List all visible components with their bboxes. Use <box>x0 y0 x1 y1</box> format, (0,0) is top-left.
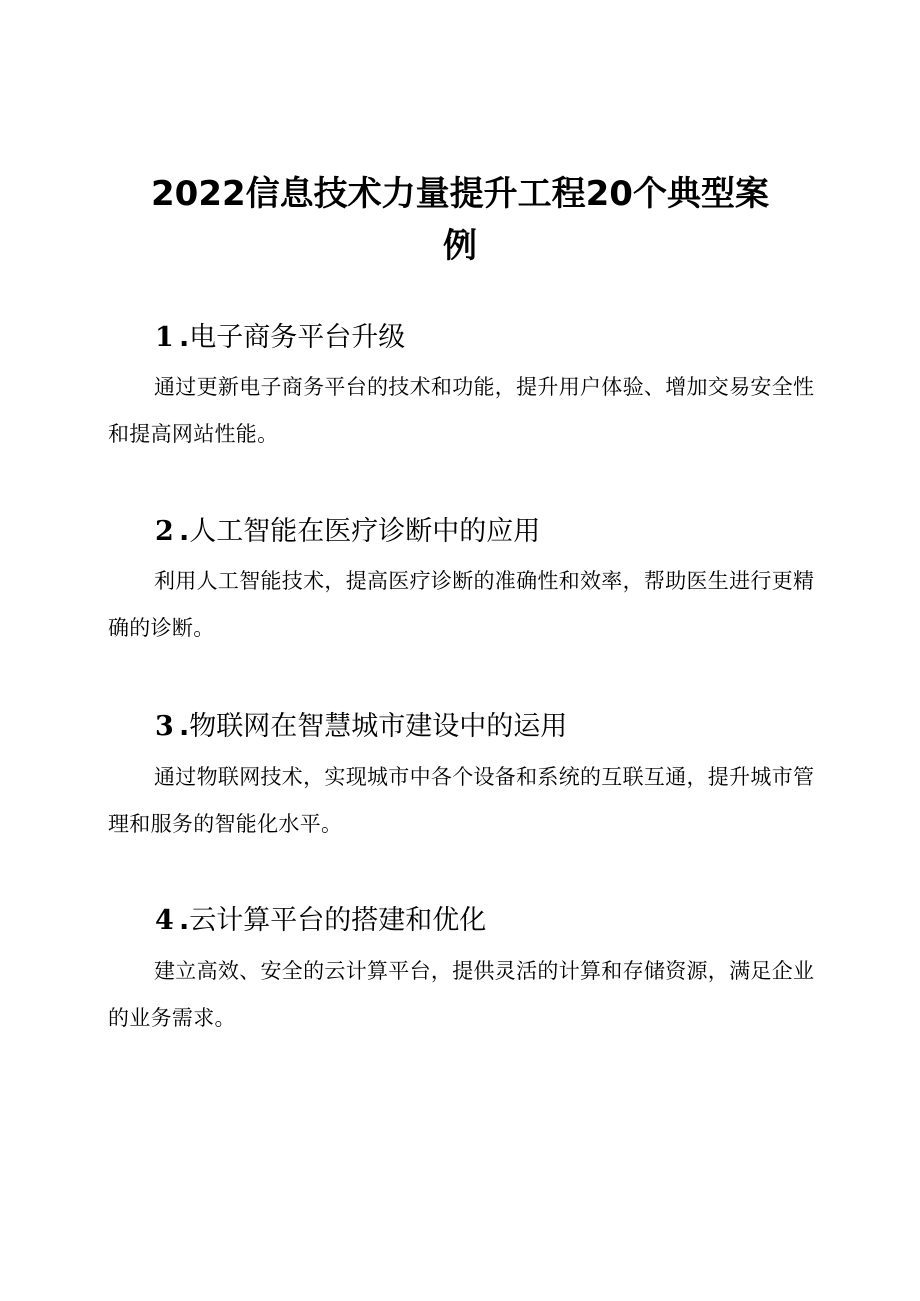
section-number: 3 <box>155 711 174 742</box>
section-number-dot: . <box>179 711 190 742</box>
section-heading <box>155 903 486 939</box>
section-heading <box>155 320 405 356</box>
section-number-dot: . <box>179 516 190 547</box>
section-paragraph: 通过物联网技术，实现城市中各个设备和系统的互联互通，提升城市管理和服务的智能化水平。 <box>108 765 815 836</box>
section-paragraph: 利用人工智能技术，提高医疗诊断的准确性和效率，帮助医生进行更精确的诊断。 <box>108 569 815 640</box>
section-heading <box>155 709 567 745</box>
section-number: 1 <box>155 322 174 353</box>
section-number: 4 <box>155 905 174 936</box>
section-paragraph: 建立高效、安全的云计算平台，提供灵活的计算和存储资源，满足企业的业务需求。 <box>108 959 815 1030</box>
section-title: 云计算平台的搭建和优化 <box>189 905 487 936</box>
section-title: 人工智能在医疗诊断中的应用 <box>189 516 541 547</box>
section-number-dot: . <box>179 322 190 353</box>
document-title: 2022信息技术力量提升工程20个典型案例 <box>151 174 769 266</box>
section-paragraph: 通过更新电子商务平台的技术和功能，提升用户体验、增加交易安全性和提高网站性能。 <box>108 375 815 446</box>
section-heading <box>155 514 540 550</box>
section-number-dot: . <box>179 905 190 936</box>
section-title: 物联网在智慧城市建设中的运用 <box>189 711 568 742</box>
section-number: 2 <box>155 516 174 547</box>
section-title: 电子商务平台升级 <box>189 322 406 353</box>
